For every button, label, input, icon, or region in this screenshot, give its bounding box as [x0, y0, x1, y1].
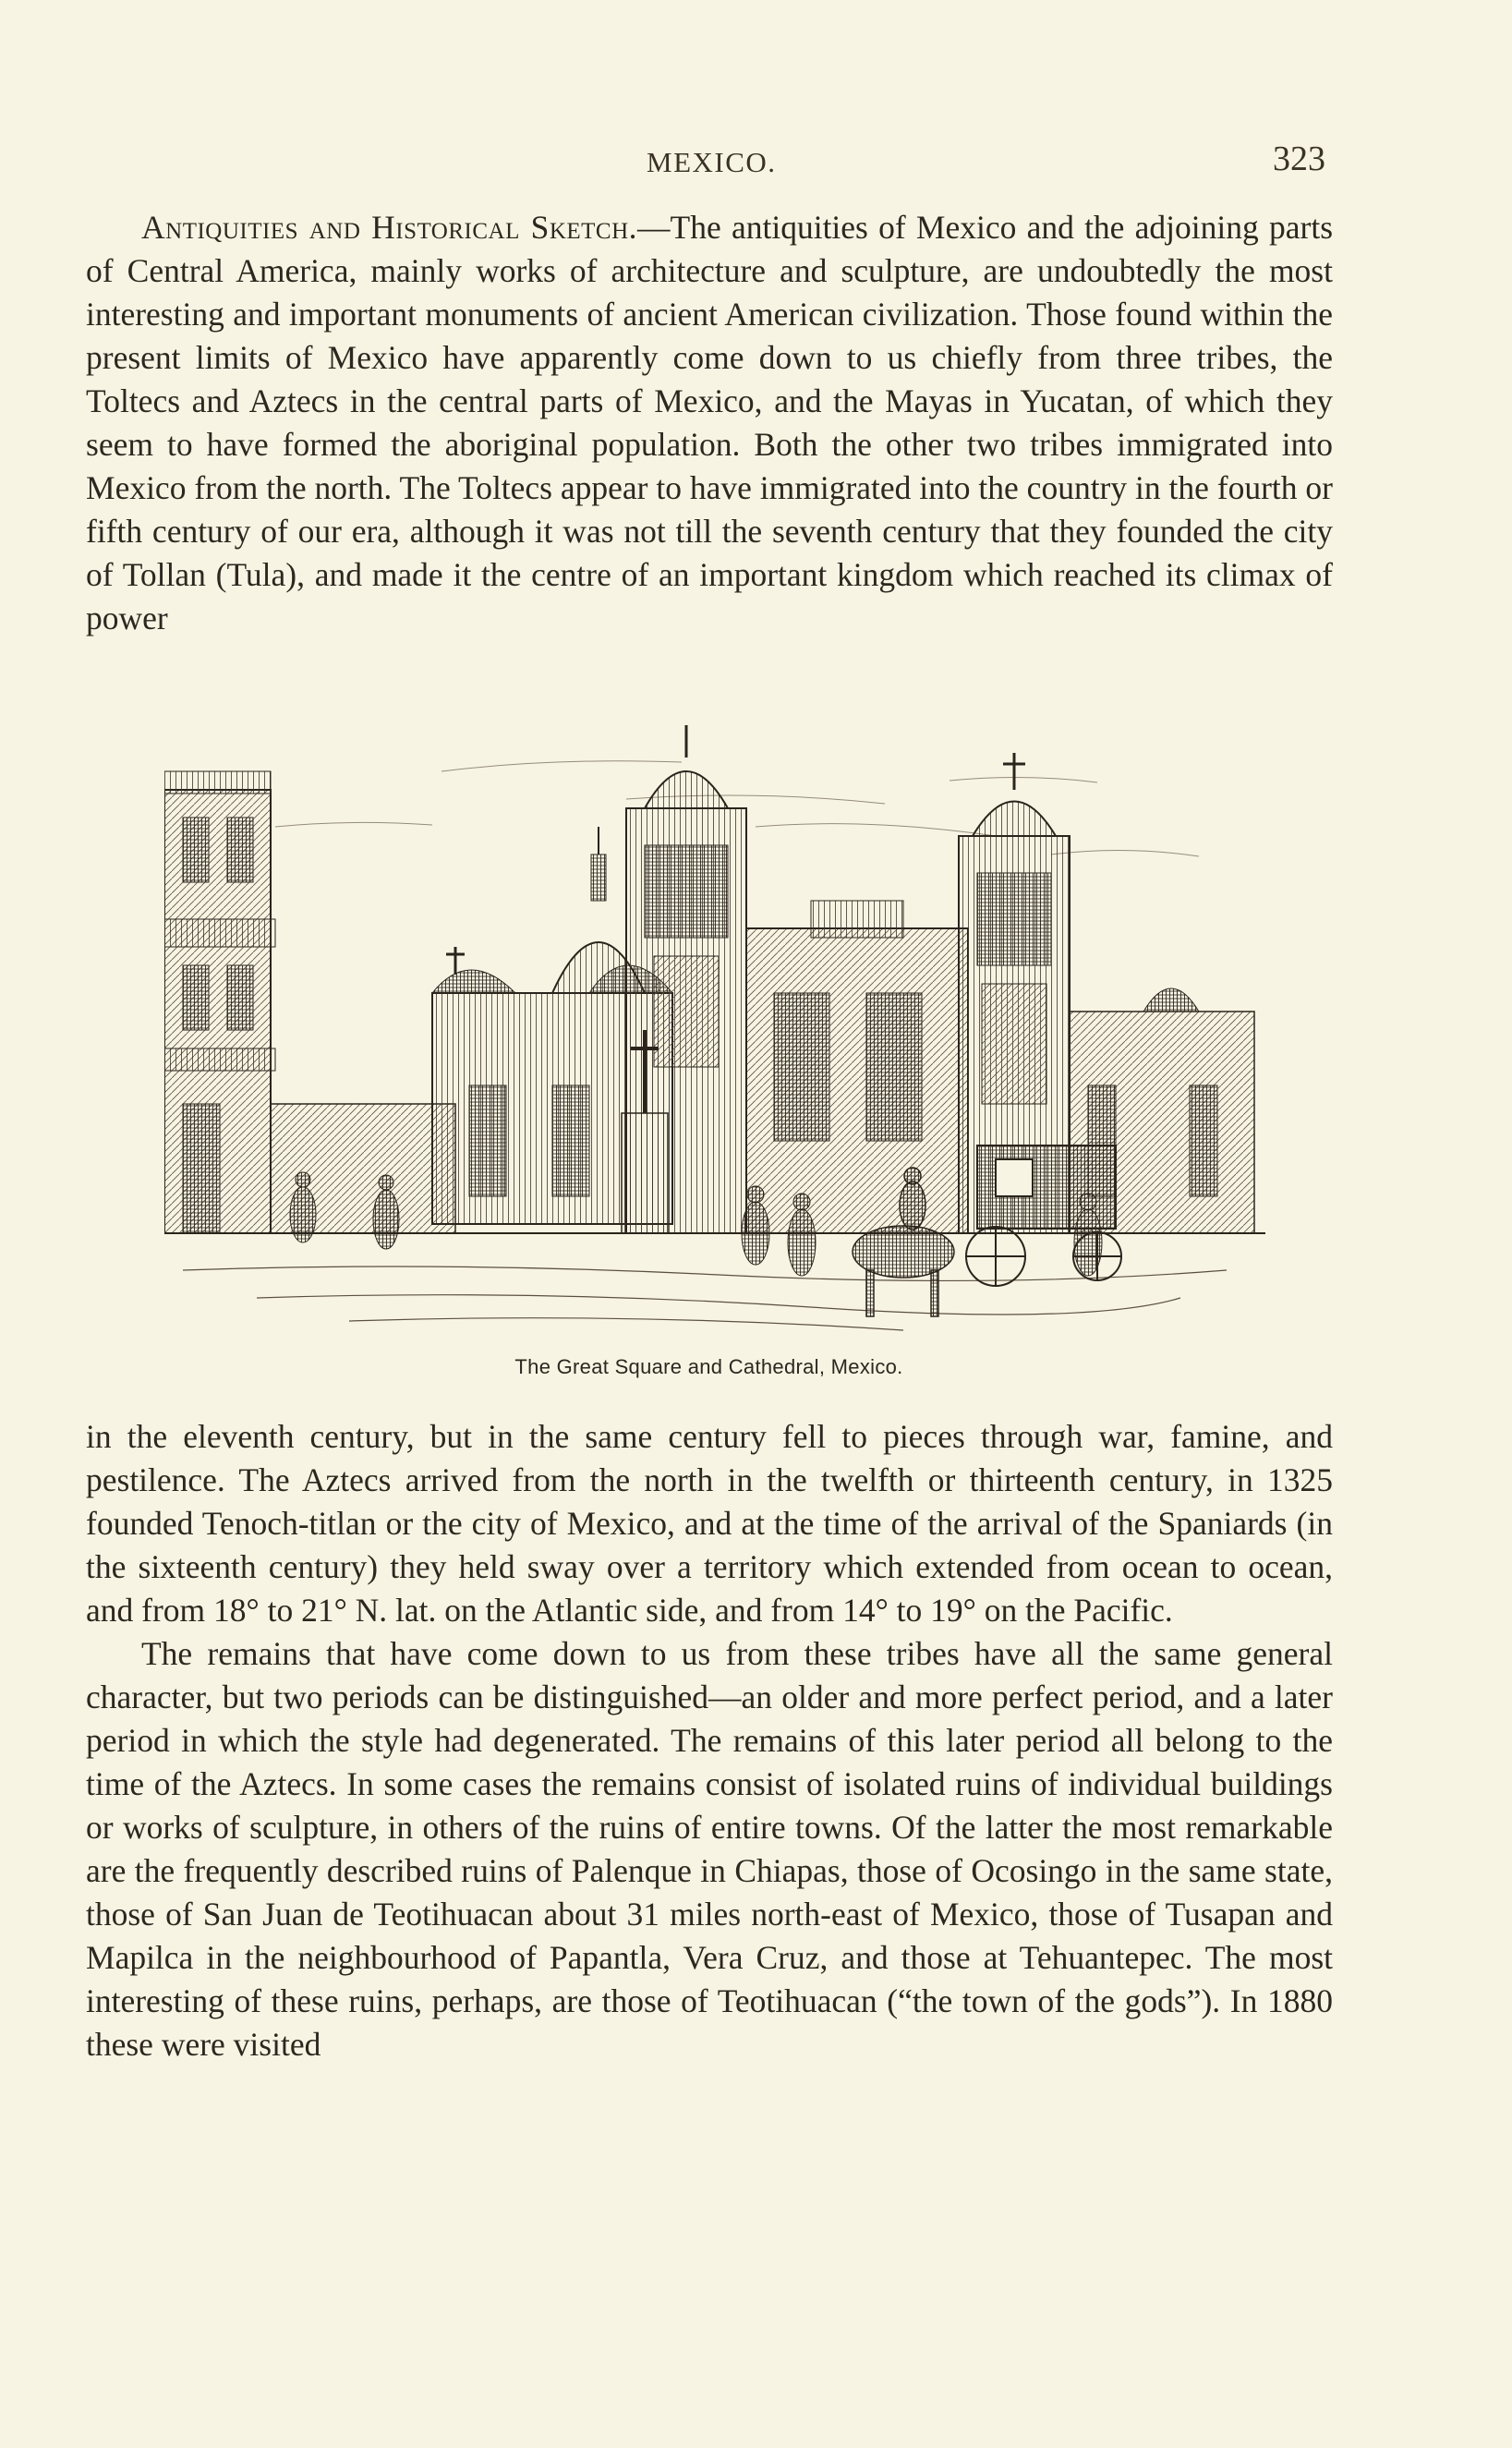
paragraph: The remains that have come down to us from these tribes have all the same general character, but two periods can be distinguished—an older and more perfect period, and a later period in which the style had degenerated. The remains of this later period all belong to the time of the Aztecs. In some cases the remains consist of isolated ruins of individual buildings or works of sculpture, in others of the ruins of entire towns. Of the latter the most remarkable are the frequently described ruins of Palenque in Chiapas, those of Ocosingo in the same state, those of San Juan de Teotihuacan about 31 miles north-east of Mexico, those of Tusapan and Mapilca in the neighbourhood of Papantla, Vera Cruz, and those at Tehuantepec. The most interesting of these ruins, perhaps, are those of Teotihuacan (“the town of the gods”). In 1880 these were visited — [86, 1635, 1333, 2063]
horse-carriage — [966, 1145, 1121, 1286]
running-head — [0, 139, 1512, 185]
page-number: 323 — [1273, 139, 1325, 178]
cathedral-facade — [746, 901, 968, 1233]
figure-caption: The Great Square and Cathedral, Mexico. — [514, 1355, 903, 1378]
section-text-bottom — [86, 1415, 1333, 2066]
paragraph-continuation: in the eleventh century, but in the same century fell to pieces through war, famine, and pestilence. The Aztecs arrived from the north in the twelfth or thirteenth century, in 1325 founded Tenoch-titlan or the city of Mexico, and at the time of the arrival of the Spaniards (in the sixteenth century) they held sway over a territory which extended from ocean to ocean, and from 18° to 21° N. lat. on the Atlantic side, and from 14° to 19° on the Pacific. — [86, 1418, 1333, 1629]
cathedral-engraving — [164, 716, 1265, 1344]
section-lead-in: Antiquities and Historical Sketch. — [141, 209, 638, 246]
running-title: MEXICO. — [647, 146, 777, 178]
paragraph-text: —The antiquities of Mexico and the adjoining parts of Central America, mainly works of architecture and sculpture, are undoubtedly the most interesting and important monuments of ancient American civilization. Those found within the present limits of Mexico have apparently come down to us chiefly from three tribes, the Toltecs and Aztecs in the central parts of Mexico, and the Mayas in Yucatan, of which they seem to have formed the aboriginal population. Both the other two tribes immigrated into Mexico from the north. The Toltecs appear to have immigrated into the country in the fourth or fifth century of our era, although it was not till the seventh century that they founded the city of Tollan (Tula), and made it the centre of an important kingdom which reached its climax of power — [86, 209, 1334, 636]
engraving-illustration — [164, 716, 1265, 1344]
section-text-top — [86, 206, 1333, 640]
paragraph — [86, 206, 1333, 640]
left-building — [164, 771, 275, 1233]
